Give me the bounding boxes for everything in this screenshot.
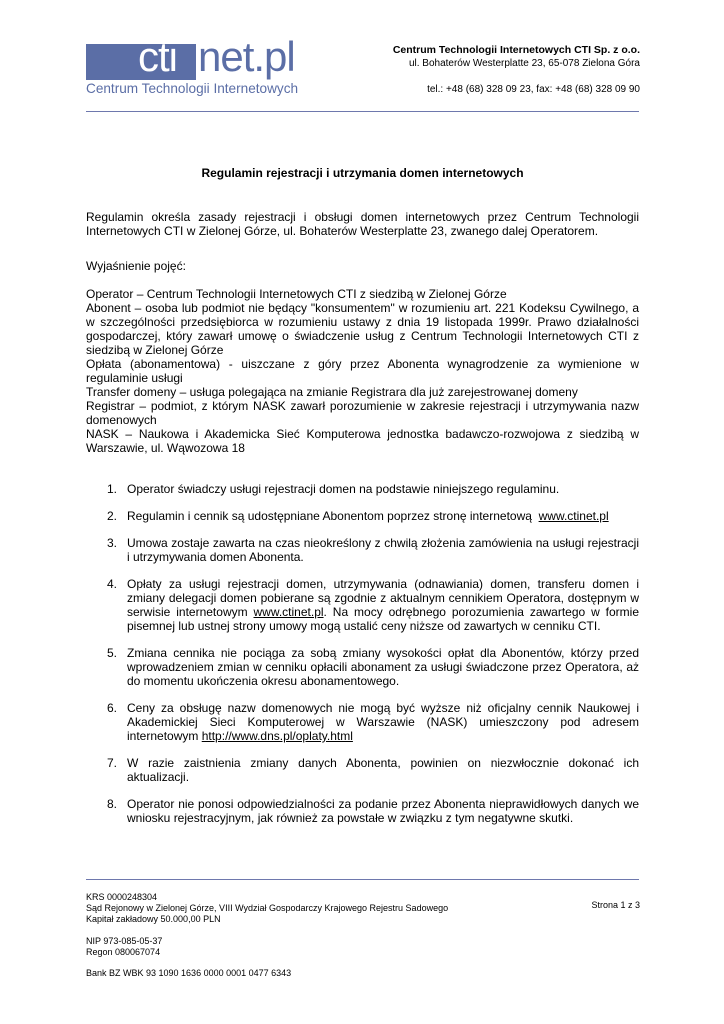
logo-text-cti: cti xyxy=(138,33,177,80)
definitions-block xyxy=(86,287,639,455)
definition-nask: NASK – Naukowa i Akademicka Sieć Komputerowa jednostka badawczo-rozwojowa z siedzibą w Warszawie, ul. Wąwozowa 18 xyxy=(86,427,639,455)
company-phone: tel.: +48 (68) 328 09 23, fax: +48 (68) 328 09 90 xyxy=(427,84,640,95)
nask-pricing-link[interactable]: http://www.dns.pl/oplaty.html xyxy=(201,729,353,743)
definition-abonent: Abonent – osoba lub podmiot nie będący "konsumentem" w rozumieniu art. 221 Kodeksu Cywilnego, a w szczególności przedsiębiorca w rozumieniu ustawy z dnia 19 listopada 1999r. Prawo działalności gospodarczej, który zawarł umowę o świadczenie usług z Centrum Technologii Internetowych CTI z siedzibą w Zielonej Górze xyxy=(86,301,639,357)
definitions-heading: Wyjaśnienie pojęć: xyxy=(86,259,186,273)
company-info xyxy=(393,44,640,96)
footer-divider xyxy=(86,879,639,880)
list-item: 8. Operator nie ponosi odpowiedzialności za podanie przez Abonenta nieprawidłowych danych we wniosku rejestracyjnym, jak również za powstałe w związku z tym negatywne skutki. xyxy=(107,797,639,825)
definition-transfer: Transfer domeny – usługa polegająca na zmianie Registrara dla już zarejestrowanej domeny xyxy=(86,385,578,399)
definition-registrar: Registrar – podmiot, z którym NASK zawarł porozumienie w zakresie rejestracji i utrzymywania nazw domenowych xyxy=(86,399,639,427)
footer-krs: KRS 0000248304 xyxy=(86,892,158,902)
website-link[interactable]: www.ctinet.pl xyxy=(253,605,324,619)
footer-nip: NIP 973-085-05-37 xyxy=(86,936,163,946)
regulations-list xyxy=(86,482,639,838)
footer-tax xyxy=(86,936,162,958)
definition-operator: Operator – Centrum Technologii Internetowych CTI z siedzibą w Zielonej Górze xyxy=(86,287,507,301)
header-divider xyxy=(86,111,639,112)
logo-tagline: Centrum Technologii Internetowych xyxy=(86,81,299,96)
list-item: 5. Zmiana cennika nie pociąga za sobą zmiany wysokości opłat dla Abonentów, którzy przed wprowadzeniem zmian w cenniku opłacili abonament za usługi świadczone przez Operatora, aż do momentu ukończenia okresu abonamentowego. xyxy=(107,646,639,688)
footer-regon: Regon 080067074 xyxy=(86,947,161,957)
list-item: 3. Umowa zostaje zawarta na czas nieokreślony z chwilą złożenia zamówienia na usługi rejestracji i utrzymywania domen Abonenta. xyxy=(107,536,639,564)
list-item: 7. W razie zaistnienia zmiany danych Abonenta, powinien on niezwłocznie dokonać ich aktualizacji. xyxy=(107,756,639,784)
company-address: ul. Bohaterów Westerplatte 23, 65-078 Zielona Góra xyxy=(408,58,640,69)
company-name: Centrum Technologii Internetowych CTI Sp. z o.o. xyxy=(392,44,640,56)
document-title: Regulamin rejestracji i utrzymania domen internetowych xyxy=(201,166,524,180)
list-item: 4. Opłaty za usługi rejestracji domen, utrzymywania (odnawiania) domen, transferu domen i zmiany delegacji domen pobierane są zgodnie z aktualnym cennikiem Operatora, dostępnym w serwisie internetowym www.ctinet.pl. Na mocy odrębnego porozumienia zawartego w formie pisemnej lub ustnej strony umowy mogą ustalić ceny niższe od zawartych w cenniku CTI. xyxy=(107,577,639,633)
intro-text: Regulamin określa zasady rejestracji i obsługi domen internetowych przez Centrum Technologii Internetowych CTI w Zielonej Górze, ul. Bohaterów Westerplatte 23, zwanego dalej Operatorem. xyxy=(86,210,639,238)
footer-court: Sąd Rejonowy w Zielonej Górze, VIII Wydział Gospodarczy Krajowego Rejestru Sadowego xyxy=(86,903,449,913)
company-logo xyxy=(86,33,300,100)
list-item: 2. Regulamin i cennik są udostępniane Abonentom poprzez stronę internetową www.ctinet.pl xyxy=(107,509,609,523)
logo-text-netpl: net.pl xyxy=(198,33,295,80)
definition-oplata: Opłata (abonamentowa) - uiszczane z góry przez Abonenta wynagrodzenie za wymienione w regulaminie usługi xyxy=(86,357,639,385)
list-item: 1. Operator świadczy usługi rejestracji domen na podstawie niniejszego regulaminu. xyxy=(107,482,560,496)
page-number: Strona 1 z 3 xyxy=(591,900,640,910)
website-link[interactable]: www.ctinet.pl xyxy=(538,509,609,523)
footer-capital: Kapitał zakładowy 50.000,00 PLN xyxy=(86,914,221,924)
footer-bank-account: Bank BZ WBK 93 1090 1636 0000 0001 0477 6343 xyxy=(86,968,292,978)
intro-paragraph xyxy=(86,210,639,238)
list-item: 6. Ceny za obsługę nazw domenowych nie mogą być wyższe niż oficjalny cennik Naukowej i Akademickiej Sieci Komputerowej w Warszawie (NASK) umieszczony pod adresem internetowym http://www.dns.pl/oplaty.html xyxy=(107,701,639,743)
footer-registry xyxy=(86,892,448,925)
footer-bank xyxy=(86,968,291,979)
